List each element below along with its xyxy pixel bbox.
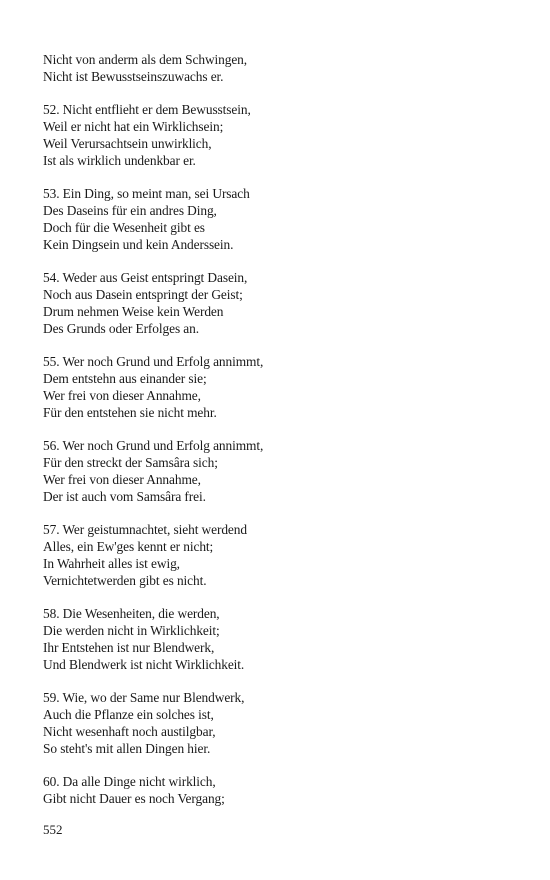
verse-line: Doch für die Wesenheit gibt es	[43, 219, 205, 235]
stanza	[43, 690, 523, 757]
stanza	[43, 270, 523, 337]
verse-line: Dem entstehn aus einander sie;	[43, 371, 207, 387]
stanza	[43, 354, 523, 421]
poem-text	[43, 52, 523, 825]
verse-line: 57. Wer geistumnachtet, sieht werdend	[43, 522, 247, 538]
stanza	[43, 438, 523, 505]
verse-line: Des Grunds oder Erfolges an.	[43, 320, 199, 336]
verse-line: Vernichtetwerden gibt es nicht.	[43, 572, 207, 588]
verse-line: Ist als wirklich undenkbar er.	[43, 152, 196, 168]
verse-line: Ihr Entstehen ist nur Blendwerk,	[43, 639, 215, 655]
verse-line: Gibt nicht Dauer es noch Vergang;	[43, 791, 225, 807]
verse-line: 55. Wer noch Grund und Erfolg annimmt,	[43, 354, 264, 370]
verse-line: 60. Da alle Dinge nicht wirklich,	[43, 774, 216, 790]
verse-line: 52. Nicht entflieht er dem Bewusstsein,	[43, 102, 251, 118]
page-number: 552	[43, 822, 63, 837]
verse-line: Auch die Pflanze ein solches ist,	[43, 707, 214, 723]
verse-line: Wer frei von dieser Annahme,	[43, 471, 201, 487]
stanza	[43, 606, 523, 673]
verse-line: Nicht wesenhaft noch austilgbar,	[43, 723, 216, 739]
stanza	[43, 102, 523, 169]
verse-line: 59. Wie, wo der Same nur Blendwerk,	[43, 690, 245, 706]
verse-line: 58. Die Wesenheiten, die werden,	[43, 606, 220, 622]
verse-line: Des Daseins für ein andres Ding,	[43, 203, 217, 219]
stanza	[43, 522, 523, 589]
verse-line: Für den entstehen sie nicht mehr.	[43, 404, 217, 420]
verse-line: 54. Weder aus Geist entspringt Dasein,	[43, 270, 248, 286]
verse-line: In Wahrheit alles ist ewig,	[43, 555, 180, 571]
verse-line: So steht's mit allen Dingen hier.	[43, 740, 211, 756]
verse-line: Kein Dingsein und kein Anderssein.	[43, 236, 234, 252]
verse-line: 56. Wer noch Grund und Erfolg annimmt,	[43, 438, 264, 454]
verse-line: Weil Verursachtsein unwirklich,	[43, 135, 212, 151]
verse-line: Alles, ein Ew'ges kennt er nicht;	[43, 539, 214, 555]
stanza	[43, 186, 523, 253]
verse-line: Drum nehmen Weise kein Werden	[43, 303, 224, 319]
verse-line: Noch aus Dasein entspringt der Geist;	[43, 287, 243, 303]
stanza	[43, 774, 523, 808]
verse-line: Wer frei von dieser Annahme,	[43, 387, 201, 403]
verse-line: 53. Ein Ding, so meint man, sei Ursach	[43, 186, 250, 202]
verse-line: Weil er nicht hat ein Wirklichsein;	[43, 119, 224, 135]
stanza	[43, 52, 523, 86]
verse-line: Nicht von anderm als dem Schwingen,	[43, 52, 248, 67]
verse-line: Und Blendwerk ist nicht Wirklichkeit.	[43, 656, 245, 672]
verse-line: Für den streckt der Samsâra sich;	[43, 455, 218, 471]
verse-line: Der ist auch vom Samsâra frei.	[43, 488, 206, 504]
verse-line: Die werden nicht in Wirklichkeit;	[43, 623, 220, 639]
verse-line: Nicht ist Bewusstseinszuwachs er.	[43, 68, 224, 84]
